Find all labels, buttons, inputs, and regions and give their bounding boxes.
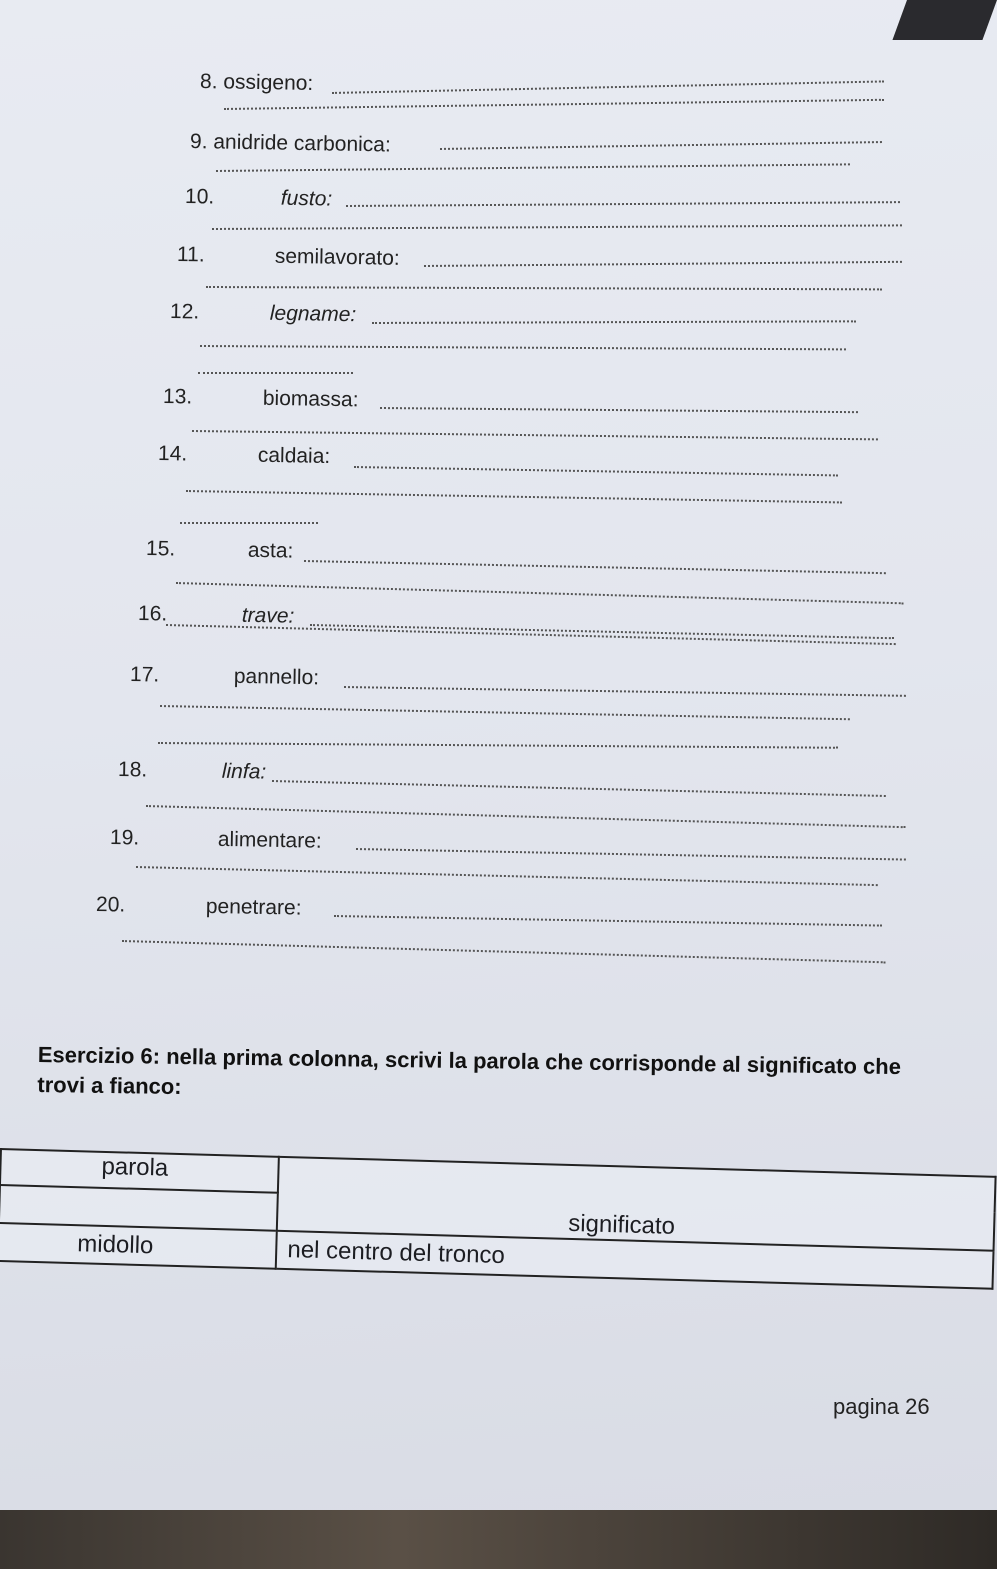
answer-line[interactable] xyxy=(160,705,850,720)
answer-line[interactable] xyxy=(332,80,884,94)
answer-line[interactable] xyxy=(206,286,882,290)
answer-line[interactable] xyxy=(304,560,886,574)
item-18: 18. linfa: xyxy=(117,758,267,784)
item-12: 12. legname: xyxy=(169,300,357,327)
item-10: 10. fusto: xyxy=(184,185,333,211)
item-8: 8. ossigeno: xyxy=(199,70,314,95)
answer-line[interactable] xyxy=(346,201,900,207)
page-number: pagina 26 xyxy=(833,1394,930,1419)
item-17: 17. pannello: xyxy=(129,663,320,690)
table-cell-parola[interactable]: midollo xyxy=(0,1223,277,1269)
item-14: 14. caldaia: xyxy=(157,442,331,469)
item-15: 15. asta: xyxy=(145,537,294,563)
answer-line[interactable] xyxy=(158,742,838,749)
answer-line[interactable] xyxy=(122,940,886,963)
page-corner-shadow xyxy=(892,0,997,40)
answer-line[interactable] xyxy=(192,430,878,440)
answer-line[interactable] xyxy=(272,780,886,797)
answer-line[interactable] xyxy=(216,163,850,172)
item-16: 16. trave: xyxy=(137,602,295,628)
item-9: 9. anidride carbonica: xyxy=(189,130,391,157)
answer-line[interactable] xyxy=(200,345,846,350)
exercise-instructions xyxy=(37,1040,938,1113)
answer-line[interactable] xyxy=(198,372,353,374)
answer-line[interactable] xyxy=(186,490,842,503)
item-19: 19. alimentare: xyxy=(109,826,322,853)
item-13: 13. biomassa: xyxy=(162,385,359,412)
item-11: 11. semilavorato: xyxy=(176,243,400,270)
header-significato: significato xyxy=(277,1157,996,1251)
answer-line[interactable] xyxy=(136,866,878,886)
answer-line[interactable] xyxy=(440,141,882,150)
answer-line[interactable] xyxy=(180,522,318,524)
answer-line[interactable] xyxy=(146,805,906,828)
exercise-table xyxy=(0,1148,997,1290)
header-parola: parola xyxy=(0,1149,279,1193)
desk-background xyxy=(0,1510,997,1569)
answer-line[interactable] xyxy=(224,99,884,110)
answer-line[interactable] xyxy=(356,848,906,861)
answer-line[interactable] xyxy=(354,466,838,476)
answer-line[interactable] xyxy=(176,582,904,604)
answer-line[interactable] xyxy=(334,915,882,927)
answer-line[interactable] xyxy=(372,320,856,324)
answer-line[interactable] xyxy=(424,261,902,267)
answer-line[interactable] xyxy=(344,686,906,697)
table-cell-significato: nel centro del tronco xyxy=(276,1231,994,1289)
answer-line[interactable] xyxy=(380,407,858,413)
item-20: 20. penetrare: xyxy=(95,893,302,920)
exercise-text: nella prima colonna, scrivi la parola che corrisponde al significato che trovi a fianco: xyxy=(37,1043,902,1100)
answer-line[interactable] xyxy=(212,224,902,230)
exercise-label: Esercizio 6: xyxy=(37,1041,161,1069)
